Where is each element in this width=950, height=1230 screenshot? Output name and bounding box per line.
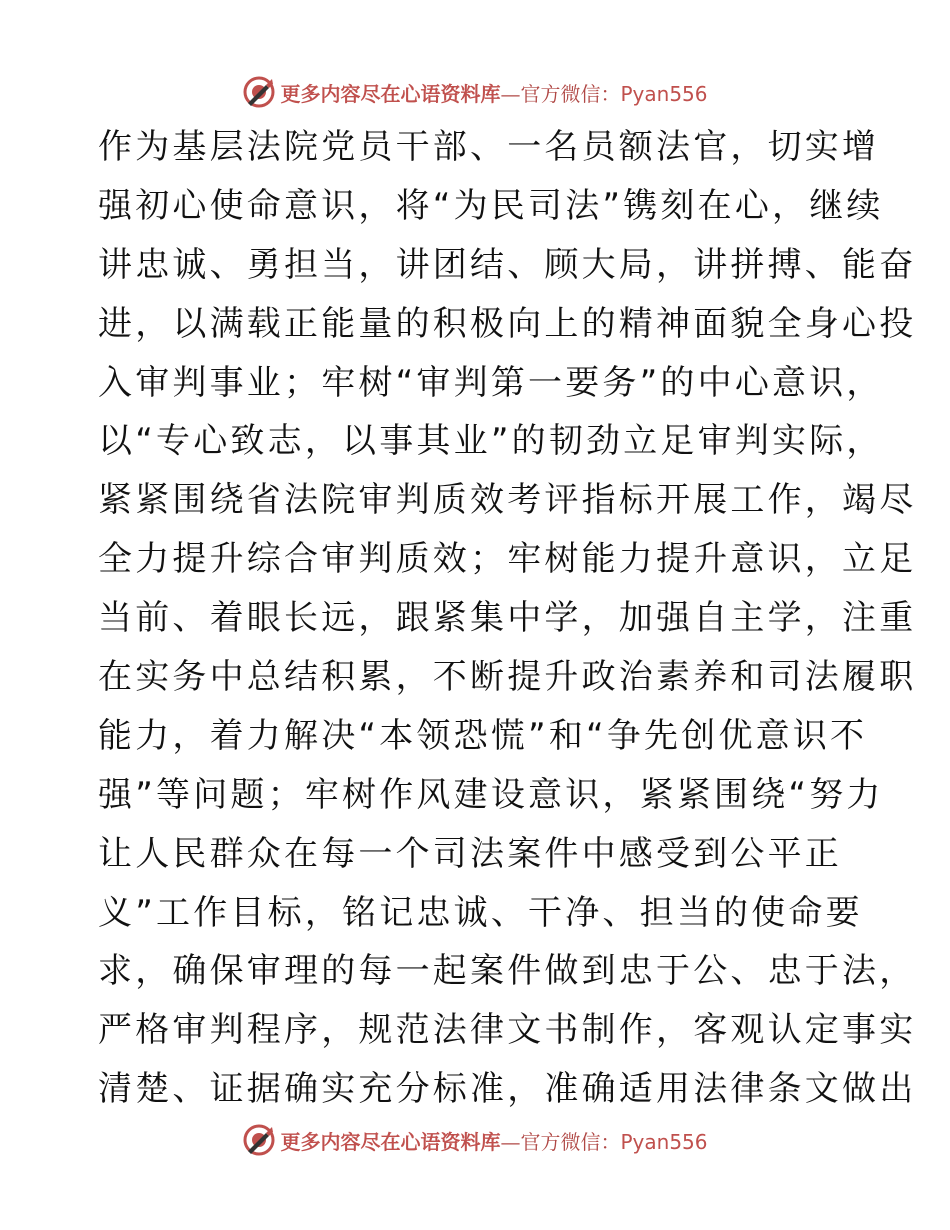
watermark-text bbox=[280, 1126, 707, 1155]
watermark-sub: —官方微信： bbox=[500, 81, 621, 106]
text-line: 入审判事业；牢树“审判第一要务”的中心意识， bbox=[98, 362, 884, 403]
text-line: 当前、着眼长远，跟紧集中学，加强自主学，注重 bbox=[98, 598, 917, 639]
header-watermark bbox=[0, 72, 950, 112]
text-line: 进，以满载正能量的积极向上的精神面貌全身心投 bbox=[98, 303, 917, 344]
watermark-wechat-id: Pyan556 bbox=[620, 1129, 708, 1154]
text-line: 强”等问题；牢树作风建设意识，紧紧围绕“努力 bbox=[98, 774, 884, 815]
brand-logo-icon bbox=[242, 1123, 276, 1157]
text-line: 紧紧围绕省法院审判质效考评指标开展工作，竭尽 bbox=[98, 480, 917, 521]
watermark-sub: —官方微信： bbox=[500, 1129, 621, 1154]
text-line: 清楚、证据确实充分标准，准确适用法律条文做出 bbox=[98, 1069, 917, 1110]
text-line: 在实务中总结积累，不断提升政治素养和司法履职 bbox=[98, 657, 917, 698]
brand-logo-icon bbox=[242, 75, 276, 109]
text-line: 强初心使命意识，将“为民司法”镌刻在心，继续 bbox=[98, 185, 884, 226]
text-line: 义”工作目标，铭记忠诚、干净、担当的使命要 bbox=[98, 892, 863, 933]
text-line: 以“专心致志，以事其业”的韧劲立足审判实际， bbox=[98, 421, 884, 462]
text-line: 求，确保审理的每一起案件做到忠于公、忠于法， bbox=[98, 951, 917, 992]
watermark-wechat-id: Pyan556 bbox=[620, 81, 708, 106]
text-line: 严格审判程序，规范法律文书制作，客观认定事实 bbox=[98, 1010, 917, 1051]
text-line: 让人民群众在每一个司法案件中感受到公平正 bbox=[98, 833, 842, 874]
document-body bbox=[98, 124, 917, 1125]
watermark-text bbox=[280, 78, 707, 107]
watermark-main: 更多内容尽在心语资料库 bbox=[280, 81, 501, 106]
footer-watermark bbox=[0, 1120, 950, 1160]
watermark-main: 更多内容尽在心语资料库 bbox=[280, 1129, 501, 1154]
text-line: 能力，着力解决“本领恐慌”和“争先创优意识不 bbox=[98, 715, 868, 756]
text-line: 讲忠诚、勇担当，讲团结、顾大局，讲拼搏、能奋 bbox=[98, 244, 917, 285]
text-line: 作为基层法院党员干部、一名员额法官，切实增 bbox=[98, 127, 880, 167]
text-line: 全力提升综合审判质效；牢树能力提升意识，立足 bbox=[98, 539, 917, 580]
